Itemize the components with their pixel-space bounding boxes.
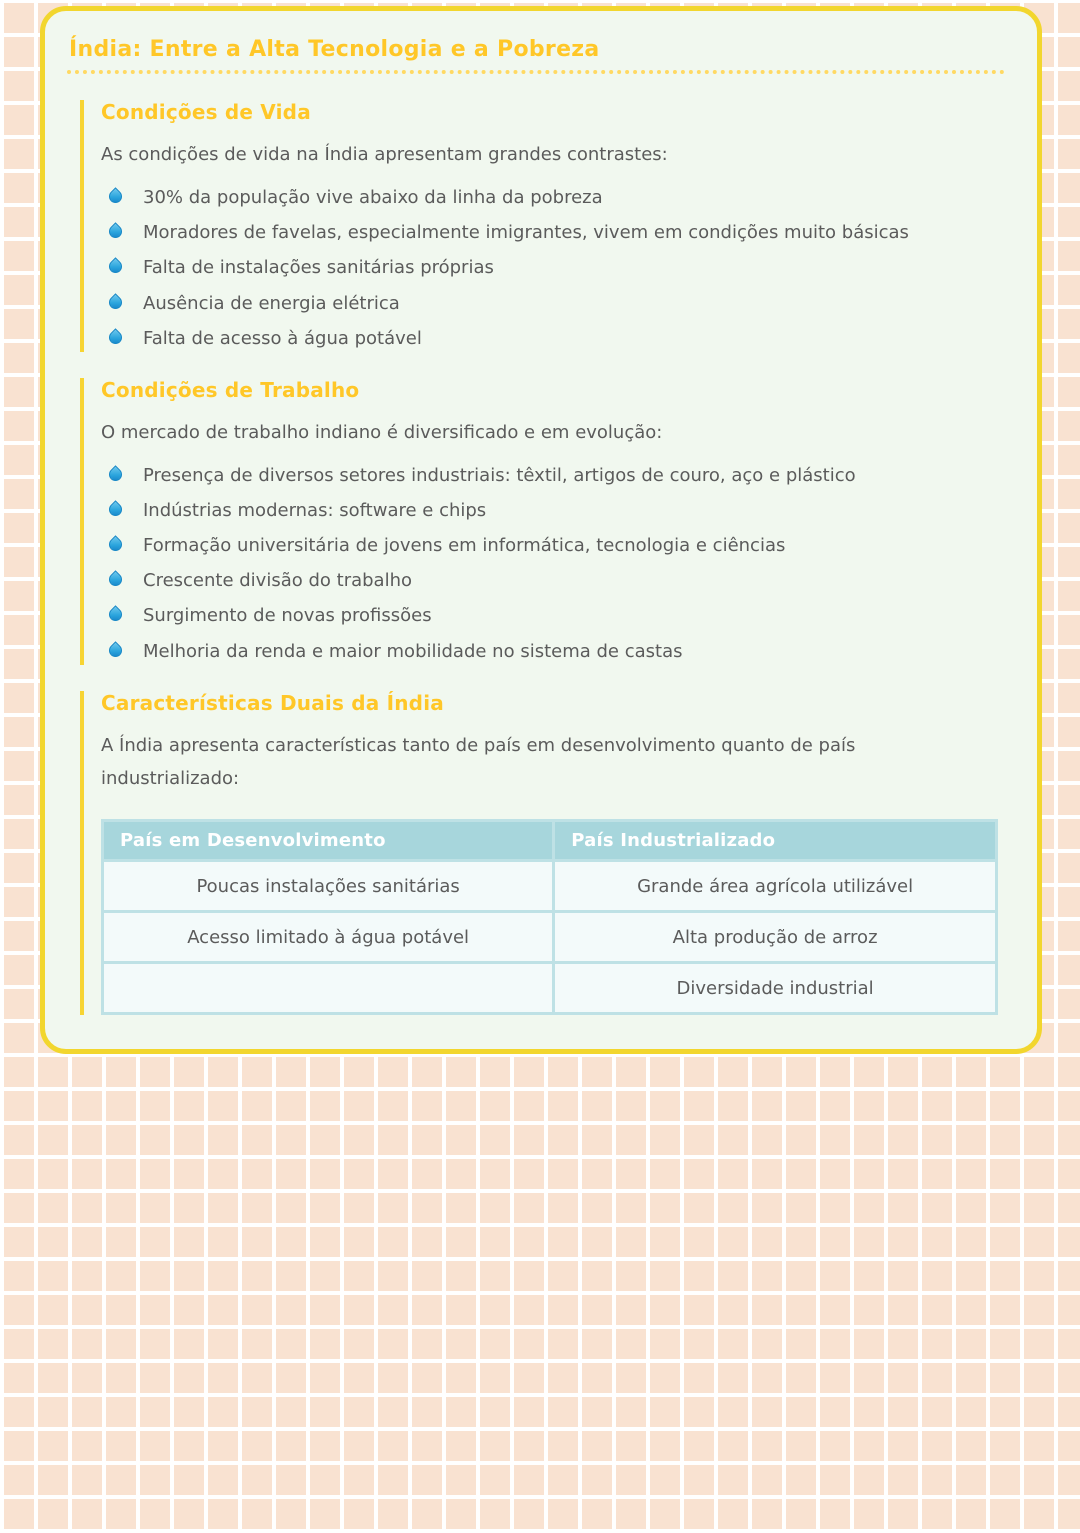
table-head <box>104 822 995 859</box>
table-cell <box>104 964 552 1012</box>
table-cell: Diversidade industrial <box>555 964 995 1012</box>
list-item <box>107 220 1007 246</box>
bullet-text: Moradores de favelas, especialmente imigrantes, vivem em condições muito básicas <box>143 222 909 244</box>
list-item <box>107 533 1007 559</box>
water-drop-icon <box>107 327 125 349</box>
table-header-cell-desenvolvimento: País em Desenvolvimento <box>104 822 552 859</box>
list-item <box>107 291 1007 317</box>
section-condicoes-de-trabalho <box>80 378 1007 665</box>
water-drop-icon <box>107 604 125 626</box>
page-title: Índia: Entre a Alta Tecnologia e a Pobreza <box>69 37 600 62</box>
table-cell: Poucas instalações sanitárias <box>104 862 552 910</box>
section-caracteristicas-duais <box>80 691 1007 1016</box>
table-cell: Grande área agrícola utilizável <box>555 862 995 910</box>
table-row <box>104 862 995 910</box>
water-drop-icon <box>107 464 125 486</box>
bullet-text: Indústrias modernas: software e chips <box>143 500 487 522</box>
water-drop-icon <box>107 221 125 243</box>
bullet-list <box>101 463 1007 665</box>
bullet-list <box>101 185 1007 351</box>
section-heading: Condições de Trabalho <box>101 377 360 402</box>
table-row <box>104 964 995 1012</box>
table-cell: Acesso limitado à água potável <box>104 913 552 961</box>
bullet-text: Crescente divisão do trabalho <box>143 570 413 592</box>
table-row <box>104 913 995 961</box>
table-header-row <box>104 822 995 859</box>
table-cell: Alta produção de arroz <box>555 913 995 961</box>
section-condicoes-de-vida <box>80 100 1007 352</box>
section-intro: A Índia apresenta características tanto de país em desenvolvimento quanto de país industrializado: <box>101 734 856 789</box>
bullet-text: Melhoria da renda e maior mobilidade no sistema de castas <box>143 640 683 662</box>
list-item <box>107 568 1007 594</box>
list-item <box>107 603 1007 629</box>
title-dotted-rule <box>67 70 1005 74</box>
section-intro: As condições de vida na Índia apresentam grandes contrastes: <box>101 144 668 165</box>
water-drop-icon <box>107 499 125 521</box>
list-item <box>107 463 1007 489</box>
section-heading: Características Duais da Índia <box>101 690 444 715</box>
bullet-text: Ausência de energia elétrica <box>143 292 400 314</box>
bullet-text: Surgimento de novas profissões <box>143 605 432 627</box>
table-body <box>104 862 995 1012</box>
water-drop-icon <box>107 640 125 662</box>
bullet-text: Falta de instalações sanitárias próprias <box>143 257 494 279</box>
bullet-text: Formação universitária de jovens em informática, tecnologia e ciências <box>143 535 786 557</box>
section-heading: Condições de Vida <box>101 100 311 124</box>
section-intro: O mercado de trabalho indiano é diversificado e em evolução: <box>101 421 663 443</box>
list-item <box>107 255 1007 281</box>
list-item <box>107 639 1007 665</box>
list-item <box>107 326 1007 352</box>
bullet-text: 30% da população vive abaixo da linha da pobreza <box>143 187 603 209</box>
list-item <box>107 185 1007 211</box>
bullet-text: Presença de diversos setores industriais: têxtil, artigos de couro, aço e plástico <box>143 465 856 487</box>
water-drop-icon <box>107 569 125 591</box>
list-item <box>107 498 1007 524</box>
water-drop-icon <box>107 186 125 208</box>
page-background <box>0 6 1080 1054</box>
dual-characteristics-table <box>101 819 998 1015</box>
notes-card <box>40 6 1042 1054</box>
bullet-text: Falta de acesso à água potável <box>143 327 422 349</box>
water-drop-icon <box>107 292 125 314</box>
water-drop-icon <box>107 256 125 278</box>
table-header-cell-industrializado: País Industrializado <box>555 822 995 859</box>
water-drop-icon <box>107 534 125 556</box>
